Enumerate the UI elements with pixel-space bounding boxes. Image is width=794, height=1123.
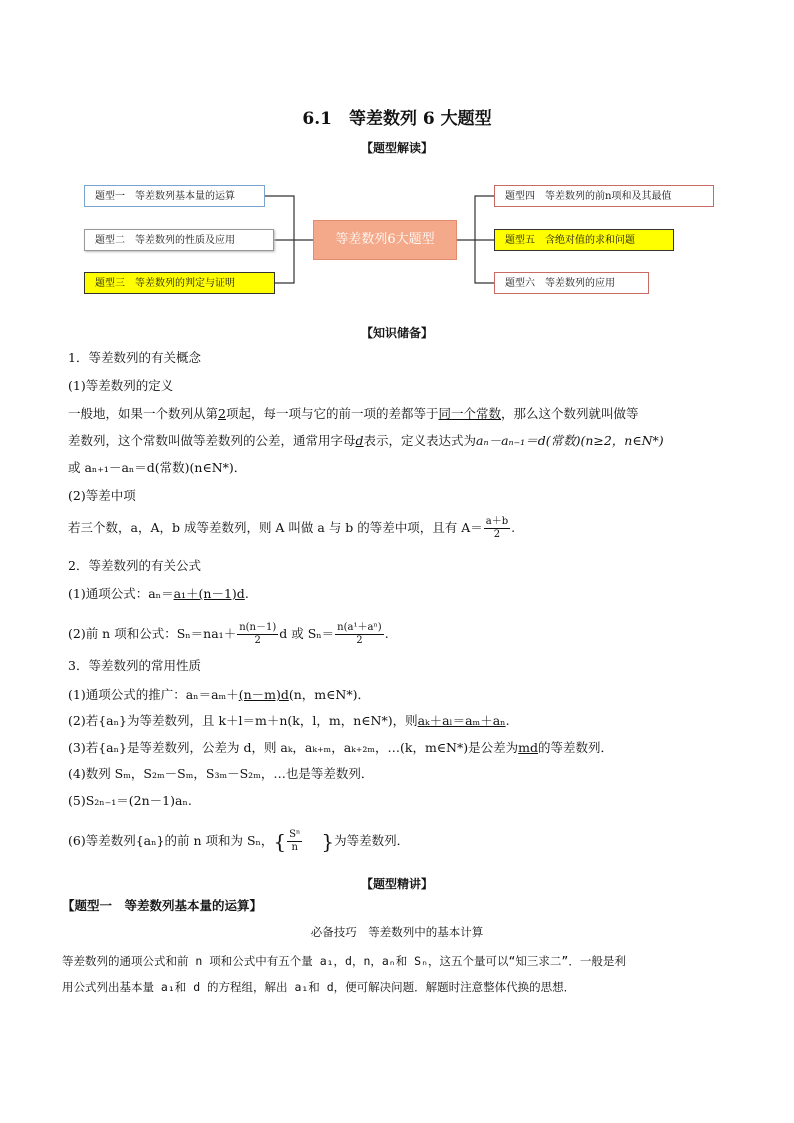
text: 项起，每一项与它的前一项的差都等于 [225,406,439,421]
k3-line4: (4)数列 Sₘ，S₂ₘ－Sₘ，S₃ₘ－S₂ₘ，…也是等差数列． [68,766,374,781]
mindmap-type3: 题型三 等差数列的判定与证明 [84,272,275,294]
right-brace: } [321,829,335,854]
mindmap-type1: 题型一 等差数列基本量的运算 [84,185,265,207]
mindmap-center: 等差数列6大题型 [313,220,457,260]
text: (6)等差数列{aₙ}的前 n 项和为 Sₙ， [68,833,274,848]
type1-para-line2: 用公式列出基本量 a₁和 d 的方程组，解出 a₁和 d，便可解决问题．解题时注意整体代换的思想． [62,980,576,994]
text: 的等差数列． [537,740,613,755]
text: 为等差数列． [334,833,410,848]
k2-formula2: (2)前 n 项和公式：Sₙ＝na₁＋ $\frac{n(n-1)}{2}$ d 或 Sₙ＝ $\frac{\text{n(a¹＋aⁿ)}}{2}$ . [68,622,389,646]
k3-heading: 3．等差数列的常用性质 [68,658,201,673]
k2-heading: 2．等差数列的有关公式 [68,558,201,573]
section-practice: 【题型精讲】 [360,877,433,891]
text: (2)前 n 项和公式：Sₙ＝na₁＋ [68,626,237,641]
text: (n，m∈N*)． [288,687,370,702]
denominator: 2 [493,529,501,540]
k3-line6 [68,829,409,854]
k1-sub1: (1)等差数列的定义 [68,378,174,393]
k1-mean-line: 若三个数，a，A，b 成等差数列，则 A 叫做 a 与 b 的等差中项，且有 A＝ $\frac{a+b}{2}$ . [68,516,516,540]
section-knowledge: 【知识储备】 [360,326,433,340]
mindmap-type2: 题型二 等差数列的性质及应用 [84,229,274,251]
k1-para-line3: 或 aₙ₊₁－aₙ＝d(常数)(n∈N*)． [68,460,247,475]
mindmap-type6: 题型六 等差数列的应用 [494,272,649,294]
blank-value: 同一个常数 [438,406,501,421]
text: ，那么这个数列就叫做等 [501,406,639,421]
numerator: Sⁿ [289,829,301,840]
text: (1)通项公式的推广：aₙ＝aₘ＋ [68,687,239,702]
k3-line5: (5)S₂ₙ₋₁＝(2n－1)aₙ. [68,793,192,808]
blank-value: (n－m)d [238,687,289,702]
numerator: a＋b [485,516,509,527]
text: (3)若{aₙ}是等差数列，公差为 d，则 aₖ，aₖ₊ₘ，aₖ₊₂ₘ，…(k，m∈N*)是公差为 [68,740,519,755]
type1-skill-title: 必备技巧 等差数列中的基本计算 [310,925,484,939]
k2-formula1: (1)通项公式：aₙ＝a₁＋(n－1)d. [68,586,249,601]
type1-para-line1: 等差数列的通项公式和前 n 项和公式中有五个量 a₁，d，n，aₙ和 Sₙ，这五个量可以“知三求二”．一般是利 [62,954,626,968]
type1-heading: 【题型一 等差数列基本量的运算】 [62,898,263,913]
k1-sub2: (2)等差中项 [68,488,136,503]
k3-line3 [68,739,613,757]
text: 差数列，这个常数叫做等差数列的公差，通常用字母 [68,433,356,448]
fraction [237,622,278,647]
blank-value: 2 [218,406,226,421]
numerator: n(a¹＋aⁿ) [337,622,382,633]
text: 若三个数，a，A，b 成等差数列，则 A 叫做 a 与 b 的等差中项，且有 A＝ [68,520,483,535]
fraction [335,622,384,647]
mindmap-type5: 题型五 含绝对值的求和问题 [494,229,674,251]
fraction [484,516,510,541]
blank-value: aₖ＋aₗ＝aₘ＋aₙ [417,713,506,728]
left-brace: { [273,829,287,854]
text: 一般地，如果一个数列从第 [68,406,219,421]
page-title: 6.1 等差数列 6 大题型 [302,109,492,129]
text: d 或 Sₙ＝ [279,626,335,641]
denominator: 2 [356,635,363,646]
k3-line1 [68,686,370,704]
text: (2)若{aₙ}为等差数列，且 k＋l＝m＋n(k，l，m，n∈N*)，则 [68,713,418,728]
text: (1)通项公式：aₙ＝ [68,586,174,601]
blank-value: a₁＋(n－1)d [173,586,245,601]
text: 表示，定义表达式为 [363,433,477,448]
blank-value: d [355,433,364,448]
denominator: 2 [254,635,261,646]
fraction [287,829,302,854]
k1-para-line1 [68,405,639,423]
formula: aₙ－aₙ₋₁＝d(常数)(n≥2，n∈N*) [476,433,664,448]
k3-line2: (2)若{aₙ}为等差数列，且 k＋l＝m＋n(k，l，m，n∈N*)，则aₖ＋aₗ＝aₘ＋aₙ. [68,713,510,728]
k1-heading: 1．等差数列的有关概念 [68,350,201,365]
section-interpret: 【题型解读】 [360,141,433,155]
blank-value: md [518,740,538,755]
k1-para-line2 [68,432,664,450]
numerator: n(n－1) [239,622,277,633]
denominator: n [291,842,298,853]
mindmap-type4: 题型四 等差数列的前n项和及其最值 [494,185,714,207]
